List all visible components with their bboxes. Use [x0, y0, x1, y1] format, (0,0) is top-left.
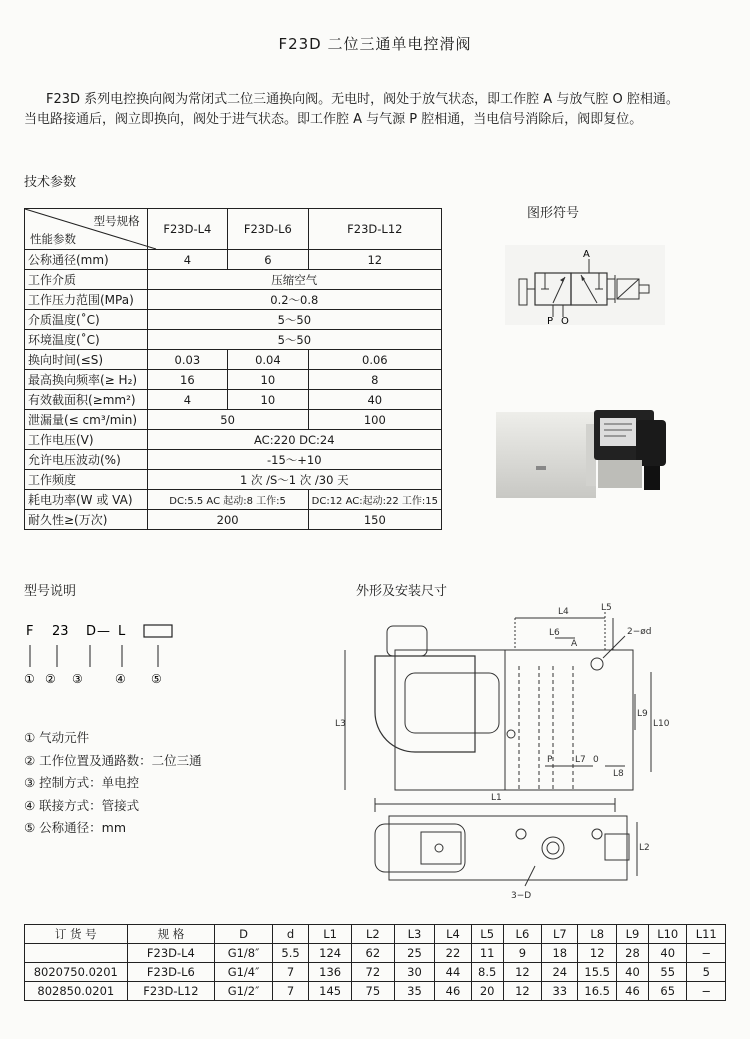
order-cell: 65 [648, 982, 686, 1001]
spec-cell: 100 [308, 410, 441, 430]
order-cell: 9 [503, 944, 541, 963]
model-heading: 型号说明 [24, 584, 77, 599]
spec-row [25, 410, 442, 430]
spec-row [25, 350, 442, 370]
spec-cell: 10 [228, 370, 309, 390]
order-header: L1 [309, 925, 352, 944]
spec-table [24, 208, 442, 530]
model-header: F23D-L6 [228, 209, 309, 250]
spec-cell: 40 [308, 390, 441, 410]
order-cell: 28 [616, 944, 648, 963]
corner-top-label: 型号规格 [93, 214, 140, 228]
dim-label: L2 [639, 843, 650, 853]
spec-cell: 0.06 [308, 350, 441, 370]
order-row [25, 963, 726, 982]
code-marker: ③ [72, 672, 83, 686]
order-header: L5 [471, 925, 503, 944]
spec-row [25, 390, 442, 410]
spec-cell: 10 [228, 390, 309, 410]
dim-label: P [547, 755, 553, 765]
spec-cell: 5～50 [147, 330, 441, 350]
symbol-heading: 图形符号 [527, 206, 580, 221]
spec-cell: 6 [228, 250, 309, 270]
dim-label: L4 [558, 607, 569, 617]
spec-row [25, 370, 442, 390]
spec-label: 工作电压(V) [25, 430, 148, 450]
spec-label: 工作压力范围(MPa) [25, 290, 148, 310]
tech-params-heading: 技术参数 [24, 175, 77, 190]
spec-row [25, 450, 442, 470]
spec-label: 工作介质 [25, 270, 148, 290]
order-header: L2 [351, 925, 394, 944]
order-header: L6 [503, 925, 541, 944]
order-cell: 35 [394, 982, 435, 1001]
order-cell: 5 [687, 963, 726, 982]
spec-header-row [25, 209, 442, 250]
order-header: L8 [578, 925, 616, 944]
dimension-drawing [335, 598, 670, 906]
spec-label: 环境温度(˚C) [25, 330, 148, 350]
code-marker: ② [45, 672, 56, 686]
order-cell: 20 [471, 982, 503, 1001]
spec-row [25, 330, 442, 350]
model-header: F23D-L12 [308, 209, 441, 250]
symbol-a-label: A [583, 249, 590, 260]
order-cell: 75 [351, 982, 394, 1001]
order-cell: G1/8″ [215, 944, 273, 963]
order-cell: 12 [578, 944, 616, 963]
spec-cell: 200 [147, 510, 308, 530]
valve-symbol [505, 245, 665, 325]
spec-label: 工作频度 [25, 470, 148, 490]
code-part: 23 [52, 624, 69, 639]
order-header: L10 [648, 925, 686, 944]
order-cell: 44 [435, 963, 471, 982]
order-header: L4 [435, 925, 471, 944]
legend-item: ① 气动元件 [24, 730, 90, 745]
spec-label: 有效截面积(≥mm²) [25, 390, 148, 410]
spec-cell: 5～50 [147, 310, 441, 330]
spec-row [25, 310, 442, 330]
model-code-diagram [20, 615, 220, 687]
spec-cell: 0.2～0.8 [147, 290, 441, 310]
corner-bottom-label: 性能参数 [30, 232, 76, 246]
order-cell: 145 [309, 982, 352, 1001]
spec-label: 最高换向频率(≥ H₂) [25, 370, 148, 390]
order-cell: 8.5 [471, 963, 503, 982]
order-header: L11 [687, 925, 726, 944]
order-cell: 40 [616, 963, 648, 982]
order-cell: 33 [542, 982, 578, 1001]
legend-item: ② 工作位置及通路数：二位三通 [24, 752, 202, 768]
order-cell: F23D-L6 [127, 963, 215, 982]
spec-cell: 压缩空气 [147, 270, 441, 290]
spec-label: 换向时间(≤S) [25, 350, 148, 370]
spec-cell: 12 [308, 250, 441, 270]
order-cell: 18 [542, 944, 578, 963]
spec-label: 公称通径(mm) [25, 250, 148, 270]
order-cell: 12 [503, 982, 541, 1001]
dim-label: L10 [653, 719, 670, 729]
symbol-o-label: O [561, 316, 569, 327]
code-part: L [118, 624, 126, 639]
spec-cell: 1 次 /S～1 次 /30 天 [147, 470, 441, 490]
dim-label: L7 [575, 755, 586, 765]
spec-label: 耗电功率(W 或 VA) [25, 490, 148, 510]
order-row [25, 944, 726, 963]
order-cell: 136 [309, 963, 352, 982]
intro-line-2: 当电路接通后，阀立即换向，阀处于进气状态。即工作腔 A 与气源 P 腔相通，当电信号消除后，阀即复位。 [24, 112, 643, 127]
order-cell: − [687, 982, 726, 1001]
code-marker: ① [24, 672, 35, 686]
intro-line-1: F23D 系列电控换向阀为常闭式二位三通换向阀。无电时，阀处于放气状态，即工作腔 A 与放气腔 O 腔相通。 [46, 92, 679, 107]
dim-label: L1 [491, 793, 502, 803]
order-cell: F23D-L12 [127, 982, 215, 1001]
order-header: L9 [616, 925, 648, 944]
code-box [144, 625, 172, 637]
order-cell: 802850.0201 [25, 982, 128, 1001]
order-cell: 55 [648, 963, 686, 982]
order-cell: 46 [435, 982, 471, 1001]
spec-label: 介质温度(˚C) [25, 310, 148, 330]
order-cell: G1/4″ [215, 963, 273, 982]
code-marker: ④ [115, 672, 126, 686]
spec-cell: 8 [308, 370, 441, 390]
spec-label: 耐久性≥(万次) [25, 510, 148, 530]
order-row [25, 982, 726, 1001]
dim-label: 2−ød [627, 627, 652, 637]
dim-label: L9 [637, 709, 648, 719]
dim-label: L8 [613, 769, 624, 779]
model-header: F23D-L4 [147, 209, 228, 250]
spec-row [25, 270, 442, 290]
spec-row [25, 490, 442, 510]
spec-cell: 0.04 [228, 350, 309, 370]
dim-label: L6 [549, 628, 560, 638]
order-cell: 12 [503, 963, 541, 982]
order-header: 规 格 [127, 925, 215, 944]
order-cell: 25 [394, 944, 435, 963]
order-cell: 15.5 [578, 963, 616, 982]
spec-cell: DC:5.5 AC 起动:8 工作:5 [147, 490, 308, 510]
order-cell: G1/2″ [215, 982, 273, 1001]
order-header: L3 [394, 925, 435, 944]
dim-label: L5 [601, 603, 612, 613]
spec-label: 允许电压波动(%) [25, 450, 148, 470]
spec-cell: 4 [147, 390, 228, 410]
spec-cell: 4 [147, 250, 228, 270]
order-cell: 30 [394, 963, 435, 982]
order-cell: 7 [272, 982, 308, 1001]
legend-item: ⑤ 公称通径：mm [24, 820, 127, 835]
order-header: L7 [542, 925, 578, 944]
order-header: 订 货 号 [25, 925, 128, 944]
spec-cell: AC:220 DC:24 [147, 430, 441, 450]
spec-corner-cell [25, 209, 148, 250]
order-cell: 5.5 [272, 944, 308, 963]
order-cell: 7 [272, 963, 308, 982]
order-cell: 8020750.0201 [25, 963, 128, 982]
order-cell: 11 [471, 944, 503, 963]
order-cell: 72 [351, 963, 394, 982]
order-header: D [215, 925, 273, 944]
order-cell: 16.5 [578, 982, 616, 1001]
order-table [24, 924, 726, 1001]
dim-label: L3 [335, 719, 346, 729]
order-cell: 62 [351, 944, 394, 963]
dims-heading: 外形及安装尺寸 [356, 584, 448, 599]
spec-cell: 0.03 [147, 350, 228, 370]
spec-row [25, 510, 442, 530]
order-cell: 40 [648, 944, 686, 963]
dim-label: 3−D [511, 891, 532, 901]
spec-row [25, 430, 442, 450]
dim-label: A [571, 639, 578, 649]
code-part: — [97, 624, 110, 639]
symbol-p-label: P [547, 316, 554, 327]
product-photo [496, 400, 686, 510]
order-header: d [272, 925, 308, 944]
order-cell: 124 [309, 944, 352, 963]
page-title: F23D 二位三通单电控滑阀 [278, 35, 472, 53]
code-part: F [26, 624, 34, 639]
order-header-row [25, 925, 726, 944]
legend-item: ③ 控制方式：单电控 [24, 775, 140, 790]
model-legend [24, 727, 202, 840]
spec-row [25, 470, 442, 490]
spec-cell: 150 [308, 510, 441, 530]
spec-cell: -15～+10 [147, 450, 441, 470]
spec-row [25, 290, 442, 310]
spec-cell: 50 [147, 410, 308, 430]
spec-cell: DC:12 AC:起动:22 工作:15 [308, 490, 441, 510]
code-part: D [86, 624, 97, 639]
order-cell: 24 [542, 963, 578, 982]
spec-label: 泄漏量(≤ cm³/min) [25, 410, 148, 430]
dim-label: 0 [593, 755, 599, 765]
code-marker: ⑤ [151, 672, 162, 686]
order-cell: − [687, 944, 726, 963]
order-cell [25, 944, 128, 963]
order-cell: F23D-L4 [127, 944, 215, 963]
order-cell: 46 [616, 982, 648, 1001]
legend-item: ④ 联接方式：管接式 [24, 797, 140, 813]
intro-text [24, 90, 744, 130]
spec-cell: 16 [147, 370, 228, 390]
spec-row [25, 250, 442, 270]
order-cell: 22 [435, 944, 471, 963]
